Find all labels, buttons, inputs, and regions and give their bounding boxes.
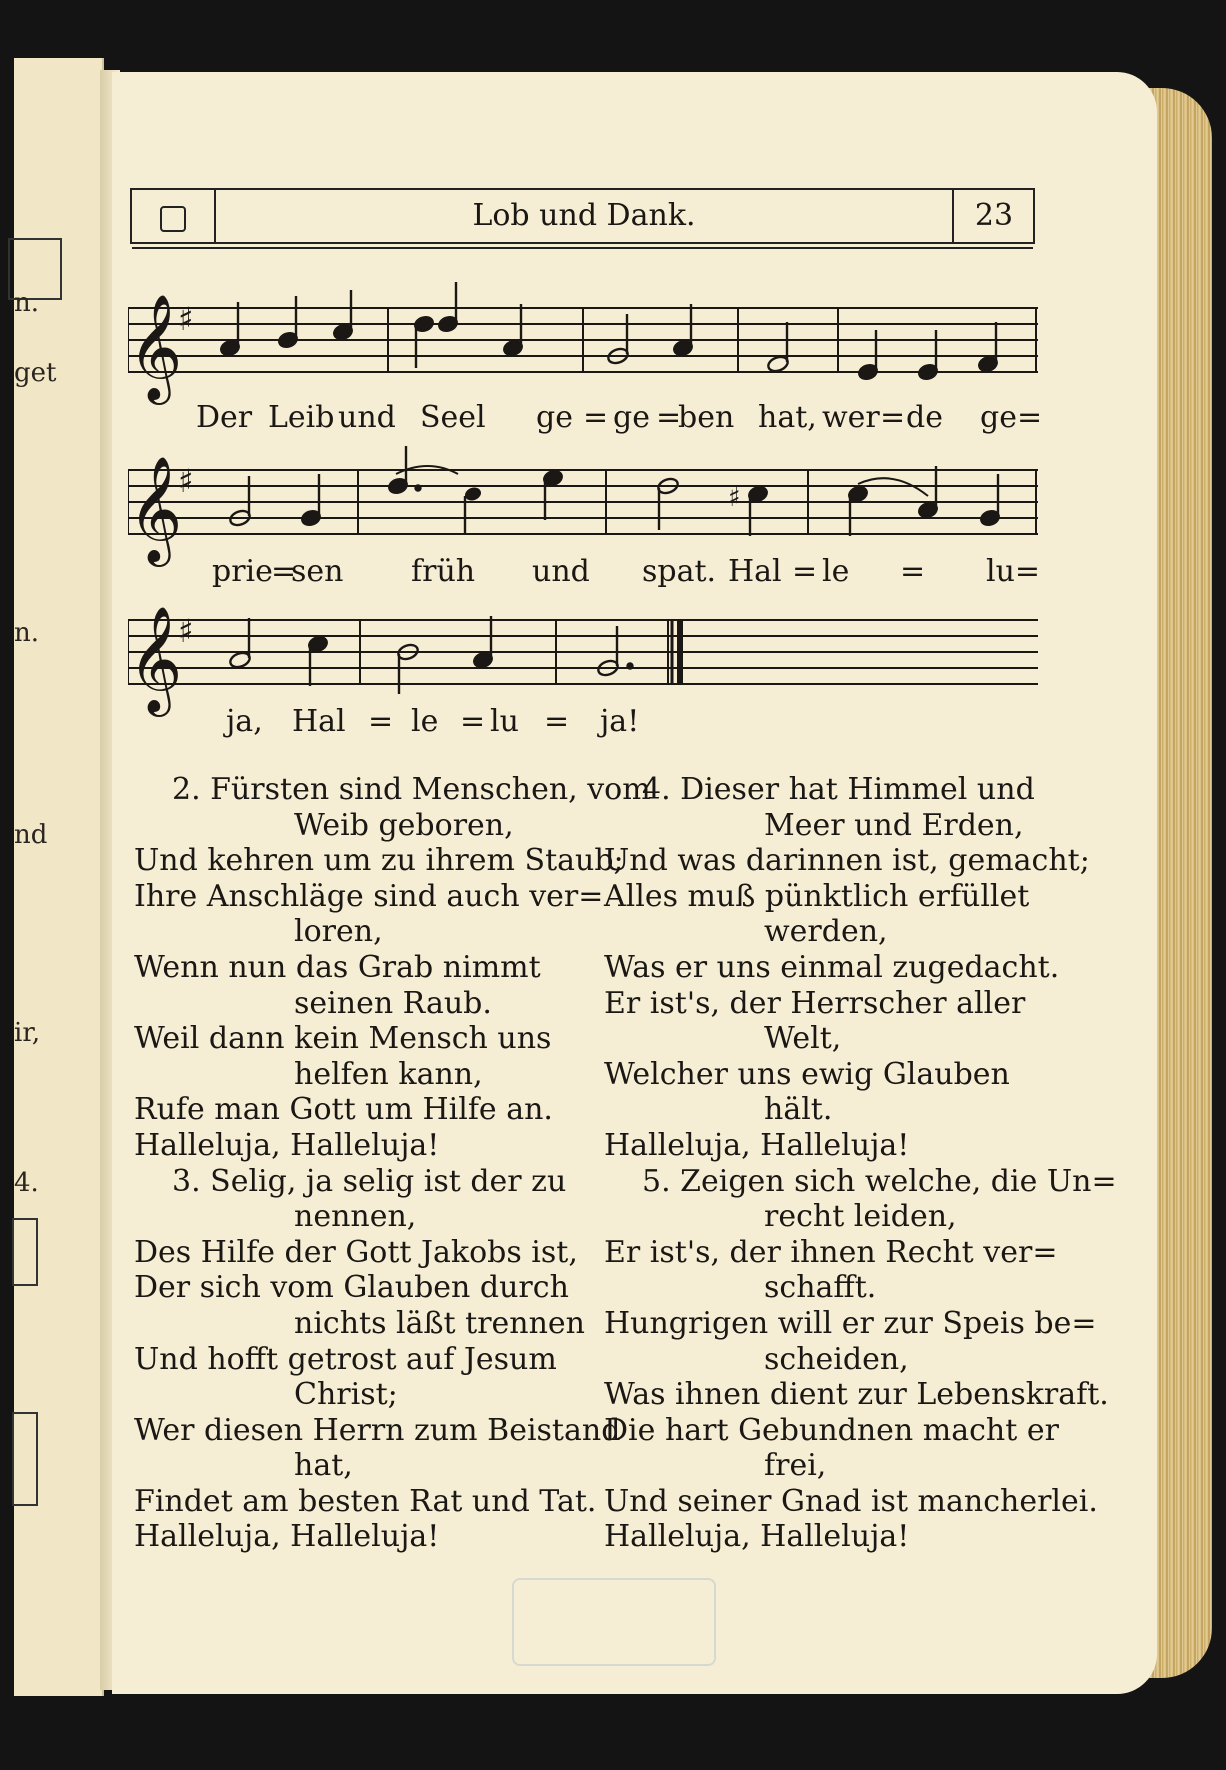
lyric-syllable: ge= <box>980 400 1043 435</box>
verse-line: hält. <box>764 1092 833 1128</box>
sharp-icon: ♯ <box>728 483 741 513</box>
lyric-syllable: = <box>368 704 394 739</box>
verse-line: Wenn nun das Grab nimmt <box>134 949 541 985</box>
lyric-syllable: = <box>900 554 926 589</box>
verse-line: Hungrigen will er zur Speis be= <box>604 1305 1097 1341</box>
lyric-syllable: = <box>544 704 570 739</box>
verse-line: Der sich vom Glauben durch <box>134 1270 569 1306</box>
lyric-syllable: wer <box>822 400 880 435</box>
lyric-syllable: = <box>271 554 297 589</box>
verse-line: Und was darinnen ist, gemacht; <box>604 843 1090 879</box>
music-staff-2 <box>128 440 1038 570</box>
lyric-syllable: und <box>338 400 396 435</box>
verse-line: Er ist's, der Herrscher aller <box>604 985 1026 1021</box>
lyric-syllable: Der <box>196 400 253 435</box>
verse-line: Und hofft getrost auf Jesum <box>134 1341 557 1377</box>
sharp-icon: ♯ <box>178 300 194 338</box>
lyric-syllable: = <box>460 704 486 739</box>
verse-line: Meer und Erden, <box>764 807 1024 843</box>
verse-line: Was ihnen dient zur Lebenskraft. <box>604 1377 1109 1413</box>
verse-line: frei, <box>764 1448 827 1484</box>
verse-line: hat, <box>294 1448 353 1484</box>
lyric-syllable: ja! <box>600 704 640 739</box>
verse-line: nennen, <box>294 1199 417 1235</box>
verse-line: Weib geboren, <box>294 807 514 843</box>
page-number: 23 <box>974 198 1014 233</box>
left-page-fragment: 4. <box>14 1168 39 1198</box>
lyric-syllable: = <box>792 554 818 589</box>
verse-line: recht leiden, <box>764 1199 957 1235</box>
treble-clef-icon: 𝄞 <box>128 455 183 562</box>
square-icon <box>160 206 186 232</box>
verse-line: seinen Raub. <box>294 985 492 1021</box>
verse-line: Halleluja, Halleluja! <box>604 1127 910 1163</box>
verse-line: Halleluja, Halleluja! <box>134 1519 440 1555</box>
verse-line: Findet am besten Rat und Tat. <box>134 1483 597 1519</box>
left-page <box>14 58 104 1696</box>
treble-clef-icon: 𝄞 <box>128 605 183 712</box>
lyric-syllable: ja, <box>226 704 263 739</box>
verse-line: werden, <box>764 914 888 950</box>
verse-line: nichts läßt trennen <box>294 1305 586 1341</box>
lyric-syllable: de <box>906 400 943 435</box>
page-edges <box>1148 88 1212 1678</box>
verse-line: Christ; <box>294 1377 398 1413</box>
lyric-syllable: Seel <box>420 400 486 435</box>
music-staff-1 <box>128 278 1038 408</box>
left-page-fragment: ir, <box>14 1018 41 1048</box>
verses-right-column <box>604 772 1117 1555</box>
verse-line: Die hart Gebundnen macht er <box>604 1412 1059 1448</box>
lyric-syllable: lu= <box>986 554 1041 589</box>
verse-line: 3. Selig, ja selig ist der zu <box>172 1163 567 1199</box>
left-page-fragment: get <box>14 358 57 388</box>
lyrics-line-1 <box>128 400 1043 442</box>
lyric-syllable: lu <box>490 704 519 739</box>
header-rule <box>132 247 1033 249</box>
left-page-fragment: n. <box>14 618 40 648</box>
lyric-syllable: und <box>532 554 590 589</box>
verse-line: Halleluja, Halleluja! <box>604 1519 910 1555</box>
lyric-syllable: Leib <box>268 400 335 435</box>
lyric-syllable: Hal <box>292 704 346 739</box>
verse-line: schafft. <box>764 1270 877 1306</box>
verse-line: scheiden, <box>764 1341 909 1377</box>
verse-line: Welt, <box>764 1021 842 1057</box>
lyric-syllable: = <box>583 400 609 435</box>
verse-line: Halleluja, Halleluja! <box>134 1127 440 1163</box>
verse-line: Er ist's, der ihnen Recht ver= <box>604 1234 1058 1270</box>
verse-line: helfen kann, <box>294 1056 483 1092</box>
lyrics-line-3 <box>128 704 1038 746</box>
left-page-fragment: n. <box>14 288 40 318</box>
lyric-syllable: hat, <box>758 400 817 435</box>
lyric-syllable: = <box>880 400 906 435</box>
verse-line: 4. Dieser hat Himmel und <box>642 772 1035 807</box>
lyric-syllable: sen <box>291 554 344 589</box>
music-staff-3 <box>128 590 1038 720</box>
verse-line: Weil dann kein Mensch uns <box>134 1021 552 1057</box>
sharp-icon: ♯ <box>178 462 194 500</box>
lyric-syllable: = <box>656 400 682 435</box>
lyric-syllable: prie <box>212 554 273 589</box>
library-stamp <box>512 1578 716 1666</box>
page-header <box>130 188 1035 244</box>
verse-line: 2. Fürsten sind Menschen, vom <box>172 772 651 807</box>
treble-clef-icon: 𝄞 <box>128 293 183 400</box>
verse-line: Welcher uns ewig Glauben <box>604 1056 1010 1092</box>
verses-left-column <box>134 772 651 1555</box>
page-title: Lob und Dank. <box>472 198 696 233</box>
lyric-syllable: Hal <box>728 554 782 589</box>
lyric-syllable: ge <box>536 400 573 435</box>
verse-line: loren, <box>294 914 383 950</box>
left-page-grid <box>12 1218 38 1286</box>
verse-line: Und kehren um zu ihrem Staub; <box>134 843 624 879</box>
lyric-syllable: ben <box>678 400 735 435</box>
verse-line: Rufe man Gott um Hilfe an. <box>134 1092 553 1128</box>
lyric-syllable: spat. <box>642 554 717 589</box>
lyric-syllable: ge <box>613 400 650 435</box>
left-page-grid <box>12 1412 38 1506</box>
lyric-syllable: früh <box>411 554 476 589</box>
verse-line: Alles muß pünktlich erfüllet <box>604 878 1030 914</box>
sharp-icon: ♯ <box>178 612 194 650</box>
lyric-syllable: le <box>822 554 850 589</box>
verse-line: Wer diesen Herrn zum Beistand <box>134 1412 621 1448</box>
verse-line: Und seiner Gnad ist mancherlei. <box>604 1483 1098 1519</box>
lyric-syllable: le <box>411 704 439 739</box>
verse-line: 5. Zeigen sich welche, die Un= <box>642 1163 1117 1199</box>
verse-line: Was er uns einmal zugedacht. <box>604 949 1060 985</box>
verse-line: Des Hilfe der Gott Jakobs ist, <box>134 1234 578 1270</box>
verse-line: Ihre Anschläge sind auch ver= <box>134 878 604 914</box>
left-page-fragment: nd <box>14 820 48 850</box>
